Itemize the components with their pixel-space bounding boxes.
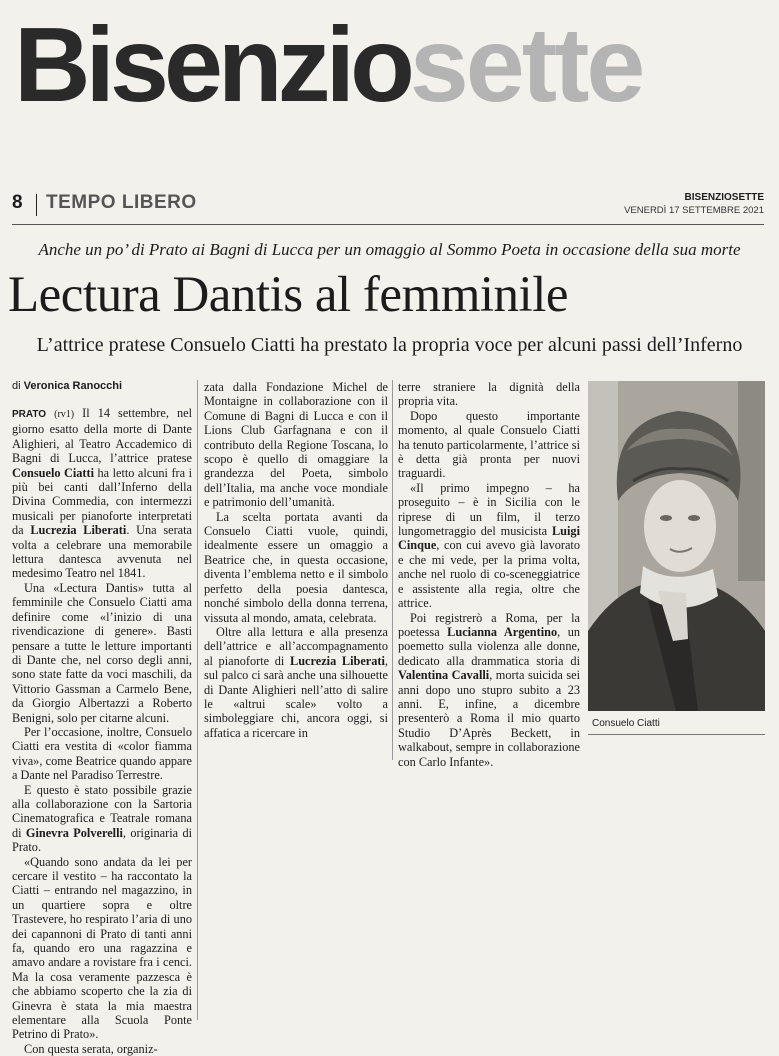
- article-column-1: [12, 406, 192, 1056]
- portrait-photo: [588, 381, 765, 711]
- article-column-2: [204, 380, 388, 740]
- text-run: «Il primo impegno – ha proseguito – è in Sicilia con le riprese di un film, il terzo lungometraggio del musicista: [398, 480, 580, 539]
- column-rule: [197, 380, 198, 1020]
- text-run: E questo è stato possibile grazie alla collaborazione con la Sartoria Cinematografica e Teatrale romana di: [12, 782, 192, 840]
- text-run: ha letto alcuni fra i più bei canti dall’Inferno della Divina Commedia, con intermezzi musicali per pianoforte interpretati da: [12, 465, 192, 538]
- issue-date: VENERDÌ 17 SETTEMBRE 2021: [624, 205, 764, 216]
- dateline-tag: (rv1): [54, 409, 75, 420]
- person-name: Luigi Cinque: [398, 524, 580, 553]
- paragraph: [12, 783, 192, 855]
- person-name: Lucianna Argentino: [447, 624, 558, 639]
- person-name: Lucrezia Liberati: [30, 523, 127, 538]
- text-run: , originaria di Prato.: [12, 825, 193, 855]
- paper-name: BISENZIOSETTE: [684, 192, 764, 203]
- text-run: Il 14 settembre, nel giorno esatto della morte di Dante Alighieri, al Teatro Accademico di Bagni di Lucca, l’attrice pratese: [12, 406, 192, 466]
- page-number: 8: [12, 192, 23, 213]
- dateline-city: PRATO: [12, 409, 47, 420]
- text-run: . Una serata volta a celebrare una memorabile lettura dantesca avvenuta nel medesimo Teatro nel 1841.: [12, 523, 193, 581]
- masthead-part1: Bisenzio: [14, 6, 410, 124]
- paragraph: Per l’occasione, inoltre, Consuelo Ciatti era vestita di «color fiamma viva», come Beatrice quando appare a Dante nel Paradiso Terrestre.: [12, 724, 192, 783]
- paragraph: Una «Lectura Dantis» tutta al femminile che Consuelo Ciatti ama definire come «l’inizio di una rivendicazione di genere». Basti pensare a tutte le letture importanti di Dante che, nel corso degli anni, sono state fatte da voci maschili, da Vittorio Gassman a Carmelo Bene, da Giorgio Albertazzi a Roberto Benigni, solo per citarne alcuni.: [12, 580, 192, 725]
- text-run: Poi registrerò a Roma, per la poetessa: [398, 610, 580, 639]
- text-run: , morta suicida sei anni dopo uno stupro subito a 23 anni. E, infine, a dicembre presenterò a Roma il mio quarto Studio D’Après Beckett, in walkabout, sempre in collaborazione con Carlo Infante».: [398, 668, 580, 769]
- byline-prefix: di: [12, 380, 21, 392]
- text-run: , con cui avevo già lavorato e che mi vede, per la prima volta, anche nel ruolo di co-sceneggiatrice e assistente alla regia, oltre che attrice.: [398, 538, 580, 611]
- paragraph: Con questa serata, organiz-: [24, 1041, 158, 1056]
- masthead-part2: sette: [409, 6, 643, 124]
- column-rule: [392, 380, 393, 760]
- paragraph: [12, 406, 192, 581]
- section-name: TEMPO LIBERO: [46, 192, 197, 213]
- masthead-logo: [14, 6, 774, 124]
- article-kicker: Anche un po’ di Prato ai Bagni di Lucca per un omaggio al Sommo Poeta in occasione della sua morte: [38, 240, 741, 259]
- paragraph: La scelta portata avanti da Consuelo Ciatti vuole, quindi, idealmente essere un omaggio a Beatrice che, in questa occasione, diventa l’emblema netto e il simbolo perfetto della poesia dantesca, nonché simbolo della donna terrena, vissuta al mondo, amata, celebrata.: [204, 509, 388, 625]
- article-subhead: L’attrice pratese Consuelo Ciatti ha prestato la propria voce per alcuni passi dell’Inferno: [36, 334, 743, 356]
- section-divider: [36, 194, 37, 216]
- portrait-illustration: [588, 381, 765, 711]
- caption-rule: [588, 734, 765, 735]
- person-name: Lucrezia Liberati: [290, 653, 385, 668]
- paragraph: zata dalla Fondazione Michel de Montaigne in collaborazione con il Comune di Bagni di Lucca e con il Lions Club Garfagnana e con il contributo della Regione Toscana, lo scopo è quello di omaggiare la grandezza del Poeta, simbolo dell’Italia, ma anche voce mondiale e patrimonio dell’umanità.: [204, 380, 388, 510]
- article-headline: Lectura Dantis al femminile: [8, 267, 569, 323]
- paragraph: [398, 611, 580, 769]
- person-name: Ginevra Polverelli: [25, 825, 123, 840]
- paragraph: Dopo questo importante momento, al quale Consuelo Ciatti ha tenuto particolarmente, l’attrice si è detta già pronta per nuovi traguardi.: [398, 408, 580, 481]
- paragraph: «Quando sono andata da lei per cercare il vestito – ha raccontato la Ciatti – entrando nel magazzino, in un quartiere sopra e oltre Trastevere, ho respirato l’aria di uno dei capannoni di Prato di tanti anni fa, quando ero una ragazzina e amavo andare a rovistare fra i cenci. Ma la cosa veramente pazzesca è che abbiamo scoperto che la zia di Ginevra è stata la mia maestra elementare alla Scuola Ponte Petrino di Prato».: [12, 854, 192, 1042]
- header-rule: [12, 224, 764, 225]
- text-run: , un poemetto sulla violenza alle donne, dedicato alla drammatica storia di: [398, 624, 580, 668]
- byline: [12, 380, 122, 392]
- person-name: Consuelo Ciatti: [12, 465, 95, 480]
- article-column-3: [398, 380, 580, 769]
- photo-caption: Consuelo Ciatti: [592, 718, 660, 729]
- paragraph: [204, 625, 388, 740]
- text-run: Oltre alla lettura e alla presenza dell’attrice e all’accompagnamento al pianoforte di: [204, 624, 388, 668]
- paragraph: [398, 481, 580, 611]
- paragraph: terre straniere la dignità della propria vita.: [398, 380, 580, 409]
- text-run: , sul palco ci sarà anche una silhouette di Dante Alighieri nell’atto di salire le «altrui scale» volto a simboleggiare chi, ancora oggi, si affatica a ricercare in: [204, 653, 388, 740]
- byline-author: Veronica Ranocchi: [23, 380, 123, 392]
- person-name: Valentina Cavalli: [398, 668, 490, 683]
- section-header: [12, 192, 764, 222]
